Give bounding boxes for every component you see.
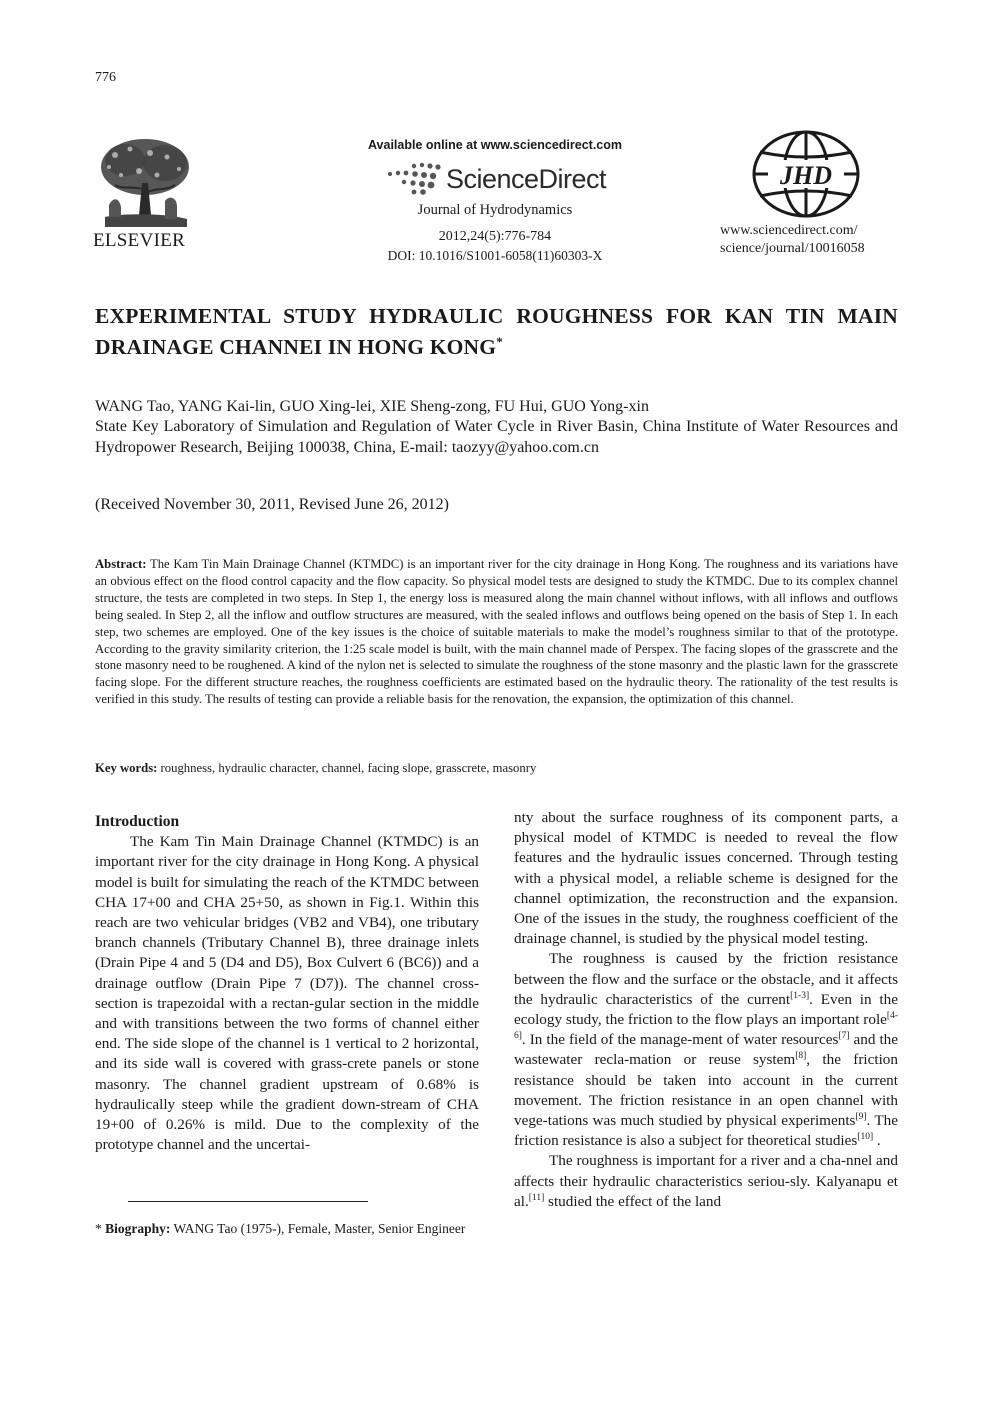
elsevier-wordmark: ELSEVIER: [93, 230, 186, 251]
jhd-globe-logo-icon: [748, 128, 864, 220]
paper-title-text: EXPERIMENTAL STUDY HYDRAULIC ROUGHNESS FOR KAN TIN MAIN DRAINAGE CHANNEI IN HONG KONG: [95, 304, 898, 360]
abstract-text: The Kam Tin Main Drainage Channel (KTMDC) is an important river for the city drainage in Hong Kong. The roughness and its variations have an obvious effect on the flood control capacity and the flow capacity. So physical model tests are designed to study the KTMDC. Due to its complex channel structure, the tests are completed in two steps. In Step 1, the energy loss is measured along the main channel without inflows, with all inflows and outflows being sealed. In Step 2, all the inflow and outflow structures are measured, with the sealed inflows and outflows being opened on the basis of Step 1. In each step, two schemes are employed. One of the key issues is the choice of suitable materials to make the model’s roughness similar to that of the prototype. According to the gravity similarity criterion, the 1:25 scale model is built, with the main channel made of Perspex. The facing slopes of the grasscrete and the stone masonry need to be roughened. A kind of the nylon net is selected to simulate the roughness of the stone masonry and the plastic lawn for the grasscrete facing slope. For the different structure reaches, the roughness coefficients are estimated based on the hydraulic theory. The rationality of the test results is verified in this study. The results of testing can provide a reliable basis for the renovation, the expansion, the optimization of this channel.: [95, 557, 899, 707]
paper-title: [95, 303, 898, 360]
elsevier-logo: [93, 135, 203, 250]
reference-citation: [9]: [855, 1112, 867, 1123]
sciencedirect-wordmark: ScienceDirect: [445, 163, 607, 194]
text-run: , the friction resistance should be taken into account in the current movement. The friction resistance in an open channel with vege-tations was much studied by physical experiments: [514, 1051, 898, 1130]
keywords-text: roughness, hydraulic character, channel, facing slope, grasscrete, masonry: [160, 761, 537, 775]
affiliation: State Key Laboratory of Simulation and Regulation of Water Cycle in River Basin, China Institute of Water Resources and Hydropower Research, Beijing 100038, China, E-mail: taozyy@yahoo.com.cn: [95, 418, 898, 456]
right-paragraph-1: nty about the surface roughness of its component parts, a physical model of KTMDC is needed to reveal the flow features and the hydraulic issues concerned. Through testing with a physical model, a reliable scheme is designed for the channel optimization, the reconstruction and the expansion. One of the issues in the study, the roughness coefficient of the drainage channel, is studied by the physical model testing.: [514, 809, 898, 948]
abstract: [95, 556, 898, 708]
text-run: studied the effect of the land: [544, 1192, 722, 1210]
journal-url: [720, 222, 910, 258]
title-footnote-mark: *: [496, 334, 503, 349]
reference-citation: [10]: [857, 1132, 874, 1143]
text-run: .: [873, 1132, 881, 1150]
available-online-text: Available online at www.sciencedirect.com: [367, 138, 623, 152]
right-column: [514, 808, 898, 1212]
reference-citation: [8]: [795, 1051, 807, 1062]
left-column: [95, 812, 479, 1155]
right-paragraph-3: [514, 1151, 898, 1212]
text-run: . In the field of the manage-ment of water resources: [521, 1031, 839, 1049]
elsevier-tree-icon: [95, 135, 195, 230]
text-run: and the wastewater recla-mation or reuse system: [514, 1031, 898, 1069]
footnote-mark: *: [95, 1221, 106, 1236]
text-run: The roughness is important for a river and a cha-nnel and affects their hydraulic characteristics seriou-sly. Kalyanapu et al.: [514, 1152, 898, 1210]
reference-citation: [11]: [528, 1192, 545, 1203]
footnote-text: WANG Tao (1975-), Female, Master, Senior Engineer: [170, 1221, 466, 1236]
doi: DOI: 10.1016/S1001-6058(11)60303-X: [387, 248, 603, 263]
page-number: 776: [95, 70, 116, 85]
section-heading-introduction: Introduction: [95, 813, 180, 830]
text-run: . Even in the ecology study, the friction to the flow plays an important role: [514, 990, 898, 1029]
journal-url-line2: science/journal/10016058: [720, 241, 865, 256]
jhd-logo-text: JHD: [780, 161, 832, 190]
journal-url-line1: www.sciencedirect.com/: [720, 223, 858, 238]
citation: 2012,24(5):776-784: [438, 229, 552, 244]
authors: WANG Tao, YANG Kai-lin, GUO Xing-lei, XIE Sheng-zong, FU Hui, GUO Yong-xin: [95, 398, 649, 415]
text-run: The roughness is caused by the friction resistance between the flow and the surface or the obstacle, and it affects the hydraulic characteristics of the current: [514, 950, 898, 1008]
journal-name: Journal of Hydrodynamics: [417, 202, 573, 218]
journal-header: [330, 138, 660, 264]
intro-paragraph-1: The Kam Tin Main Drainage Channel (KTMDC) is an important river for the city drainage in Hong Kong. A physical model is built for simulating the reach of the KTMDC between CHA 17+00 and CHA 25+50, as shown in Fig.1. Within this reach are two vehicular bridges (VB2 and VB4), one tributary branch channels (Tributary Channel B), three drainage inlets (Drain Pipe 4 and 5 (D4 and D5), Box Culvert 6 (BC6)) and a drainage outflow (Drain Pipe 7 (D7)). The channel cross-section is trapezoidal with a rectan-gular section in the middle and with transitions between the two forms of channel either end. The side slope of the channel is 1 vertical to 2 horizontal, and its side wall is covered with grass-crete panels or stone masonry. The channel gradient upstream of 0.68% is hydraulically steep while the gradient down-stream of CHA 19+00 of 0.26% is mild. Due to the complexity of the prototype channel and the uncertai-: [95, 833, 479, 1154]
reference-citation: [1-3]: [790, 990, 810, 1001]
reference-citation: [7]: [838, 1031, 850, 1042]
received-dates: (Received November 30, 2011, Revised June 26, 2012): [95, 496, 449, 513]
reference-citation: [4-6]: [514, 1011, 898, 1042]
right-paragraph-2: [514, 949, 898, 1151]
footnote-biography: [95, 1220, 479, 1238]
keywords-label: Key words:: [95, 761, 158, 775]
footnote-divider: [128, 1201, 368, 1202]
keywords: [95, 761, 898, 776]
sciencedirect-logo: [330, 156, 660, 202]
footnote-label: Biography:: [105, 1221, 171, 1236]
sciencedirect-dots-icon: [384, 162, 442, 196]
text-run: . The friction resistance is also a subject for theoretical studies: [514, 1112, 898, 1150]
abstract-label: Abstract:: [95, 557, 147, 571]
